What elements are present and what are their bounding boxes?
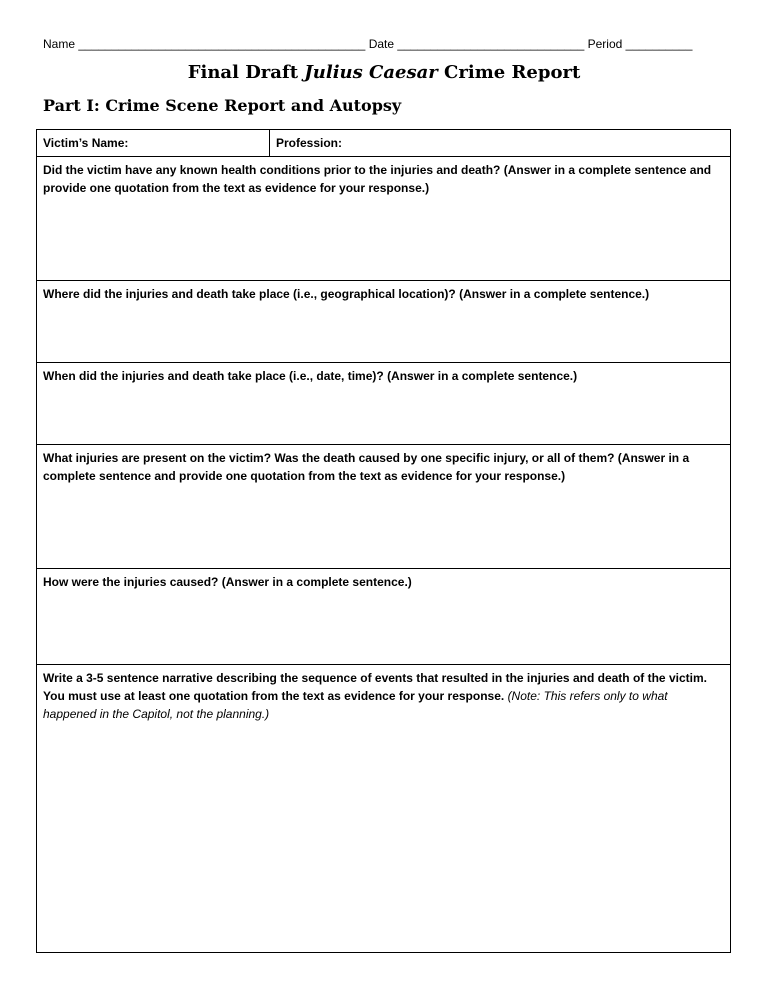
- answer-box-location[interactable]: [37, 281, 731, 363]
- period-blank[interactable]: __________: [625, 37, 693, 51]
- answer-box-narrative[interactable]: [37, 665, 731, 953]
- date-label: Date: [368, 37, 395, 51]
- victim-name-cell[interactable]: [37, 130, 270, 157]
- part-heading: Part I: Crime Scene Report and Autopsy: [43, 96, 402, 115]
- question-note: (Note: This refers only to what happened in the Capitol, not the planning.): [43, 689, 668, 721]
- page-title: [0, 62, 768, 83]
- question-text: Write a 3-5 sentence narrative describing the sequence of events that resulted in the injuries and death of the victim. You must use at least one quotation from the text as evidence for your response.: [43, 671, 707, 703]
- title-prefix: Final Draft: [187, 62, 305, 83]
- question-text: Did the victim have any known health conditions prior to the injuries and death? (Answer in a complete sentence and provide one quotation from the text as evidence for your response.): [43, 163, 712, 195]
- question-text: What injuries are present on the victim? Was the death caused by one specific injury, or all of them? (Answer in a complete sentence and provide one quotation from the text as evidence for your response.): [43, 451, 690, 483]
- title-play-name: Julius Caesar: [304, 62, 438, 83]
- crime-report-table: [36, 129, 731, 953]
- answer-box-time[interactable]: [37, 363, 731, 445]
- name-blank[interactable]: ___________________________________________: [78, 37, 366, 51]
- profession-label: Profession:: [276, 136, 343, 150]
- title-suffix: Crime Report: [437, 62, 581, 83]
- question-row: [37, 363, 731, 445]
- name-label: Name: [43, 37, 76, 51]
- question-text: When did the injuries and death take place (i.e., date, time)? (Answer in a complete sentence.): [43, 369, 578, 383]
- question-text: Where did the injuries and death take place (i.e., geographical location)? (Answer in a complete sentence.): [43, 287, 650, 301]
- date-blank[interactable]: ____________________________: [397, 37, 585, 51]
- answer-box-health[interactable]: [37, 157, 731, 281]
- answer-box-injuries[interactable]: [37, 445, 731, 569]
- question-row: [37, 157, 731, 281]
- victim-row: [37, 130, 731, 157]
- question-row: [37, 569, 731, 665]
- period-label: Period: [587, 37, 623, 51]
- profession-cell[interactable]: [270, 130, 731, 157]
- header-fields: [43, 37, 692, 51]
- answer-box-cause[interactable]: [37, 569, 731, 665]
- question-row: [37, 445, 731, 569]
- question-row: [37, 665, 731, 953]
- question-row: [37, 281, 731, 363]
- question-text: How were the injuries caused? (Answer in a complete sentence.): [43, 575, 412, 589]
- victim-name-label: Victim’s Name:: [43, 136, 129, 150]
